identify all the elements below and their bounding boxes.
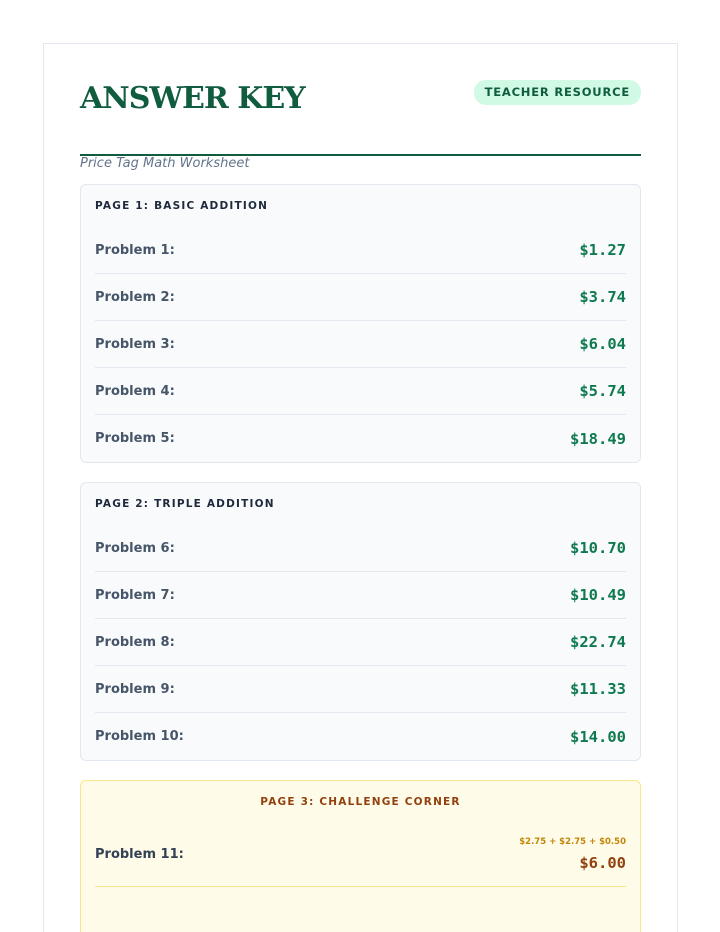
answer-row [95,572,626,619]
answer-row [95,227,626,274]
problem-label: Problem 7: [95,587,175,603]
answer-row [95,619,626,666]
problem-label: Problem 8: [95,634,175,650]
answer-value: $10.49 [570,586,626,604]
answer-row [95,525,626,572]
problem-label: Problem 1: [95,242,175,258]
answer-value: $10.70 [570,539,626,557]
answer-value: $1.27 [579,241,626,259]
answer-value: $11.33 [570,680,626,698]
answer-value: $5.74 [579,382,626,400]
page-subtitle: Price Tag Math Worksheet [80,156,250,171]
section-challenge-corner [80,780,641,932]
answer-stack [519,837,626,872]
answer-value: $6.00 [579,854,626,872]
problem-label: Problem 9: [95,681,175,697]
section-title: PAGE 3: CHALLENGE CORNER [260,796,461,808]
problem-label: Problem 5: [95,431,175,446]
answer-key-sheet [43,43,678,932]
problem-label: Problem 3: [95,336,175,352]
answer-value: $18.49 [570,429,626,448]
page-header [80,80,641,171]
answer-row [95,321,626,368]
problem-label: Problem 4: [95,383,175,399]
problem-label: Problem 6: [95,540,175,556]
answer-row [95,713,626,760]
answer-value: $6.04 [579,335,626,353]
problem-label: Problem 10: [95,729,184,744]
section-title: PAGE 2: TRIPLE ADDITION [95,498,275,510]
section-triple-addition [80,482,641,761]
section-basic-addition [80,184,641,463]
answer-value: $3.74 [579,288,626,306]
problem-label: Problem 11: [95,847,184,862]
answer-row [95,368,626,415]
teacher-resource-badge: TEACHER RESOURCE [474,80,641,105]
answer-value: $14.00 [570,727,626,746]
page-title: ANSWER KEY [80,81,305,116]
answer-row [95,823,626,887]
work-hint: $2.75 + $2.75 + $0.50 [519,837,626,847]
answer-row [95,666,626,713]
answer-row [95,415,626,462]
answer-row [95,274,626,321]
problem-label: Problem 2: [95,289,175,305]
section-title: PAGE 1: BASIC ADDITION [95,200,269,212]
answer-value: $22.74 [570,633,626,651]
